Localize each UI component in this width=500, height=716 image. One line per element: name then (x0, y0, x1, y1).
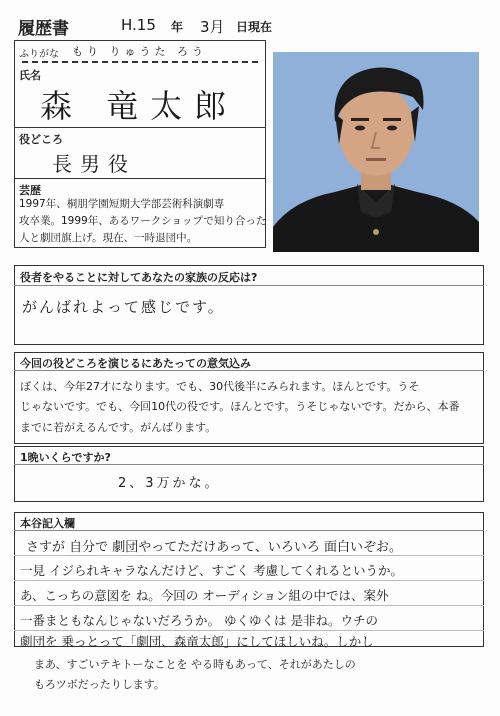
career-line-1: 1997年、桐朋学園短期大学部芸術科演劇専 (19, 198, 225, 210)
notes-line-4: 一番まともなんじゃないだろうか。 ゆくゆくは 是非ね。ウチの (20, 613, 378, 628)
name-value: 森 竜太郎 (40, 87, 239, 125)
ruled-line (14, 580, 484, 581)
career-line-3: 人と劇団旗上げ。現在、一時退団中。 (19, 232, 198, 244)
divider (14, 178, 266, 179)
enthusiasm-line-3: までに若がえるんです。がんばります。 (20, 421, 217, 434)
career-label: 芸歴 (19, 184, 41, 197)
furigana-value: もり りゅうた ろう (72, 45, 207, 58)
name-label: 氏名 (19, 69, 41, 82)
enthusiasm-line-1: ぼくは、今年27才になります。でも、30代後半にみられます。ほんとです。うそ (20, 380, 420, 393)
enthusiasm-question: 今回の役どころを演じるにあたっての意気込み (20, 357, 251, 370)
era-year: H.15 (121, 16, 156, 34)
portrait-photo (273, 52, 479, 252)
notes-line-7: もろツボだったりします。 (34, 678, 165, 691)
role-value: 長男役 (52, 152, 136, 176)
career-line-2: 攻卒業。1999年、あるワークショップで知り合った (19, 215, 267, 227)
notes-line-6: まあ、すごいテキトーなことを やる時もあって、それがあたしの (34, 658, 356, 671)
divider (14, 530, 484, 531)
notes-label: 本谷記入欄 (20, 517, 75, 530)
furigana-label: ふりがな (19, 49, 59, 60)
family-reaction-answer: がんばれよって感じです。 (22, 298, 225, 316)
price-answer: 2、3万かな。 (118, 476, 221, 491)
ruled-line (14, 630, 484, 631)
month: 3月 (200, 18, 225, 36)
document-title: 履歴書 (18, 19, 69, 39)
year-unit: 年 (171, 20, 184, 34)
ruled-line (14, 605, 484, 606)
divider (14, 464, 484, 465)
ruled-line (14, 555, 484, 556)
header (14, 14, 484, 38)
price-question: 1晩いくらですか? (20, 451, 111, 464)
notes-line-5: 劇団を 乗っとって「劇団、森竜太郎」にしてほしいね。しかし (20, 634, 374, 649)
divider (14, 370, 484, 371)
notes-line-3: あ、こっちの意図を ね。今回の オーディション組の中では、案外 (20, 588, 389, 603)
divider (14, 285, 484, 286)
notes-line-1: さすが 自分で 劇団やってただけあって、いろいろ 面白いぞお。 (26, 540, 403, 555)
enthusiasm-line-2: じゃないです。でも、今回10代の役です。ほんとです。うそじゃないです。だから、本番 (20, 400, 460, 413)
furigana-dashes (22, 61, 258, 63)
divider (14, 127, 266, 128)
role-label: 役どころ (19, 133, 63, 146)
notes-line-2: 一見 イジられキャラなんだけど、すごく 考慮してくれるというか。 (20, 563, 403, 578)
portrait-illustration (273, 52, 479, 252)
family-reaction-question: 役者をやることに対してあなたの家族の反応は? (20, 271, 258, 284)
as-of-date-label: 日現在 (236, 20, 273, 34)
